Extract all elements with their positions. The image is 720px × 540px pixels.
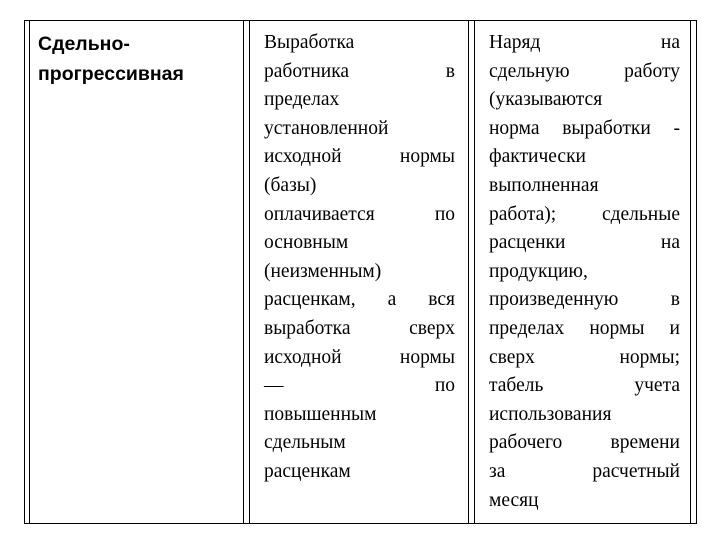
description-line-word: выработка [264, 317, 351, 339]
column-divider-1b [249, 21, 250, 523]
column-divider-1a [243, 21, 244, 523]
documents-line-word: времени [610, 432, 680, 454]
documents-line [489, 115, 680, 144]
documents-line [489, 372, 680, 401]
column-divider-2a [468, 21, 469, 523]
documents-line-word: месяц [489, 489, 539, 511]
documents-line [489, 286, 680, 315]
documents-cell [489, 29, 680, 515]
table-border-left-outer [24, 21, 25, 523]
documents-line-word: в [670, 289, 680, 311]
documents-line [489, 401, 680, 430]
description-line-word: оплачивается [264, 203, 375, 225]
description-line-word: исходной [264, 346, 342, 368]
description-line [264, 29, 455, 58]
documents-line-word: нормы; [619, 346, 680, 368]
documents-line-word: сверх [489, 346, 535, 368]
description-line-word: по [434, 375, 455, 397]
description-line-word: исходной [264, 146, 342, 168]
method-name-line: Сдельно- [38, 33, 130, 55]
description-line [264, 229, 455, 258]
documents-line-word: сдельную [489, 60, 570, 82]
description-line-word: вся [428, 289, 455, 311]
documents-line [489, 344, 680, 373]
documents-line-word: работу [624, 60, 680, 82]
documents-line [489, 58, 680, 87]
documents-line-word: произведенную [489, 289, 619, 311]
description-line-word: работника [264, 60, 350, 82]
documents-line-word: расценки [489, 232, 566, 254]
description-line-word: Выработка [264, 32, 355, 53]
table-border-left-inner [29, 21, 30, 523]
description-line [264, 172, 455, 201]
documents-line [489, 487, 680, 516]
description-line-word: пределах [264, 89, 340, 111]
description-line-word: повышенным [264, 403, 377, 425]
documents-line-word: и [669, 317, 680, 339]
description-line [264, 372, 455, 401]
documents-line [489, 458, 680, 487]
description-cell [264, 29, 455, 487]
description-line-word: по [434, 203, 455, 225]
documents-line-word: продукцию, [489, 260, 588, 282]
description-line-word: установленной [264, 117, 389, 139]
documents-line [489, 143, 680, 172]
documents-line-word: выработки [562, 117, 651, 139]
table-frame [24, 20, 697, 524]
description-line [264, 58, 455, 87]
documents-line-word: - [673, 117, 680, 139]
documents-line [489, 229, 680, 258]
documents-line-word: выполненная [489, 174, 599, 196]
documents-line [489, 429, 680, 458]
documents-line-word: рабочего [489, 432, 563, 454]
description-line [264, 401, 455, 430]
table-border-right-inner [690, 21, 691, 523]
documents-line-word: учета [634, 375, 680, 397]
documents-line-word: расчетный [592, 460, 680, 482]
description-line [264, 258, 455, 287]
documents-line-word: нормы [589, 317, 645, 339]
documents-line-word: за [489, 460, 506, 482]
documents-line-word: фактически [489, 146, 586, 168]
description-line-word: расценкам, [264, 289, 356, 311]
description-line [264, 458, 455, 487]
description-line [264, 286, 455, 315]
documents-line-word: Наряд [489, 32, 541, 53]
documents-line [489, 258, 680, 287]
description-line [264, 315, 455, 344]
description-line [264, 201, 455, 230]
description-line [264, 86, 455, 115]
description-line-word: сдельным [264, 432, 346, 454]
description-line-word: (базы) [264, 174, 317, 196]
description-line-word: а [387, 289, 397, 311]
documents-line-word: на [660, 232, 680, 254]
column-divider-2b [474, 21, 475, 523]
description-line-word: — [264, 375, 284, 397]
documents-line-word: работа); [489, 203, 557, 225]
description-line-word: сверх [409, 317, 455, 339]
description-line [264, 115, 455, 144]
description-line-word: основным [264, 232, 349, 254]
documents-line-word: на [660, 32, 680, 53]
method-name-line: прогрессивная [38, 62, 184, 85]
description-line [264, 143, 455, 172]
description-line-word: нормы [399, 346, 455, 368]
documents-line [489, 315, 680, 344]
documents-line [489, 86, 680, 115]
documents-line-word: сдельные [601, 203, 680, 225]
method-name-cell [38, 30, 238, 89]
documents-line-word: пределах [489, 317, 565, 339]
documents-line-word: (указываются [489, 89, 603, 111]
description-line [264, 344, 455, 373]
table-border-right-outer [696, 21, 697, 523]
description-line [264, 429, 455, 458]
description-line-word: в [445, 60, 455, 82]
documents-line [489, 201, 680, 230]
documents-line [489, 172, 680, 201]
description-line-word: (неизменным) [264, 260, 382, 282]
documents-line-word: табель [489, 375, 544, 397]
documents-line-word: использования [489, 403, 612, 425]
description-line-word: расценкам [264, 460, 351, 482]
documents-line [489, 29, 680, 58]
description-line-word: нормы [399, 146, 455, 168]
documents-line-word: норма [489, 117, 540, 139]
